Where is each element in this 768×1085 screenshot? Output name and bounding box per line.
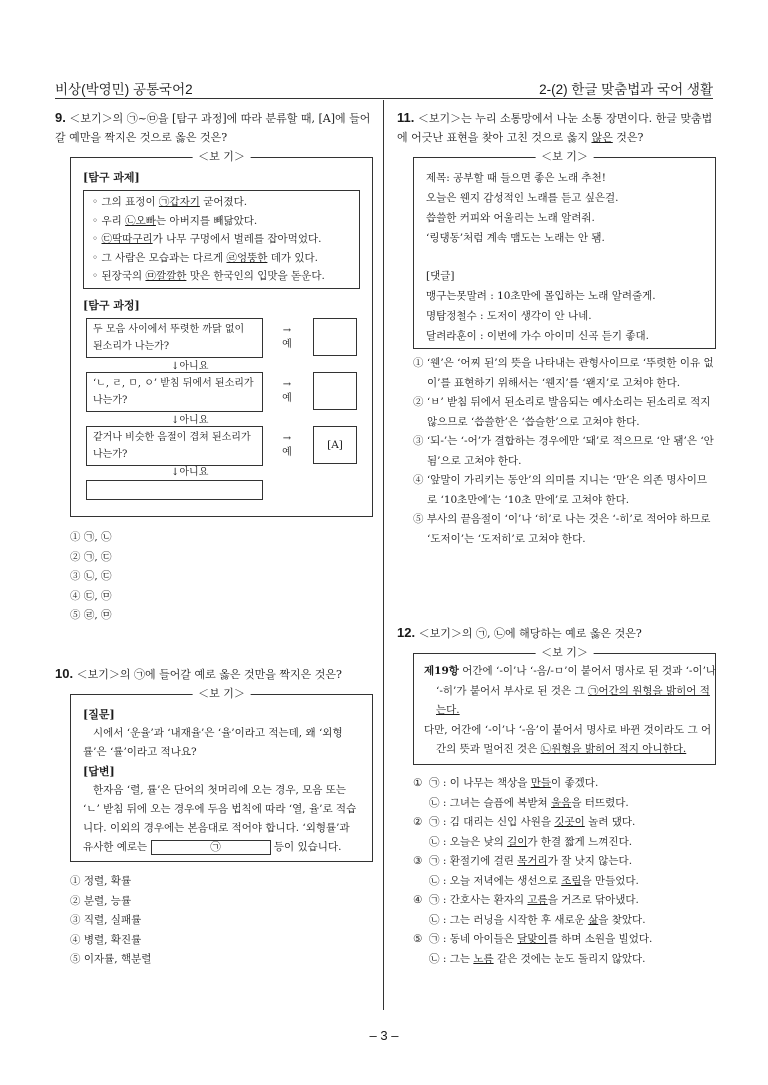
q12-rule-underline-1: ㉠어간의 원형을 밝히어 적는다. (436, 684, 710, 716)
q12-option-text: 을 만들었다. (581, 874, 639, 887)
q9-yes-arrow-2: → 예 (282, 379, 292, 404)
q9-yes-arrow-3: → 예 (282, 433, 292, 458)
header-rule (55, 98, 713, 99)
q9-task-item: ◦ 그 사람은 모습과는 다르게 ㉣엉뚱한 데가 있다. (92, 251, 318, 264)
q12-option-text: 을 찾았다. (598, 913, 646, 926)
q12-option-text: 이 좋겠다. (551, 777, 599, 789)
question-11 (397, 108, 715, 147)
q12-option-text: 같은 것에는 눈도 돌리지 않았다. (493, 952, 646, 965)
q11-post-line: 오늘은 웬지 감성적인 노래를 듣고 싶은걸. (426, 192, 619, 204)
q12-option-underlined-word: 만들 (530, 777, 552, 789)
q9-option[interactable]: ③ ㉡, ㉢ (70, 570, 112, 582)
q10-option[interactable]: ① 정렬, 확률 (70, 875, 132, 887)
q9-no-arrow-1: ↓아니요 (171, 361, 209, 372)
q9-option[interactable]: ② ㉠, ㉢ (70, 550, 112, 563)
q12-option (413, 833, 716, 853)
q11-stem (397, 108, 715, 147)
q12-rule-head: 제19항 (424, 665, 459, 677)
q10-stem (55, 664, 373, 684)
q10-stem-text: ＜보기＞의 ㉠에 들어갈 예로 옳은 것만을 짝지은 것은? (76, 668, 342, 681)
q12-number: 12. (397, 625, 416, 640)
question-9 (55, 108, 373, 147)
q9-option[interactable]: ① ㉠, ㉡ (70, 531, 112, 543)
q11-option[interactable]: ⑤ 부사의 끝음절이 ‘이’나 ‘히’로 나는 것은 ‘-히’로 적어야 하므로 ‘도저이’는 ‘도저히’로 고쳐야 한다. (413, 513, 711, 545)
q12-option[interactable] (413, 930, 716, 950)
q12-options (413, 774, 716, 969)
bogi-tag: ＜보 기＞ (192, 686, 251, 702)
q9-result-box-2 (313, 372, 357, 410)
q12-option-underlined-word: 울음 (551, 796, 572, 809)
q12-option-text: 가 잘 낫지 않는다. (547, 855, 633, 867)
bogi-tag: ＜보 기＞ (192, 149, 251, 165)
q9-task-item: ◦ 된장국의 ㉤깔깔한 맛은 한국인의 입맛을 돋운다. (92, 270, 325, 282)
q12-option-text: ㉡ : 그녀는 슬픔에 복받쳐 (429, 796, 552, 809)
q12-option-underlined-word: 고름 (527, 894, 548, 906)
q11-stem-underline: 않은 (591, 131, 613, 144)
q12-option (413, 950, 716, 970)
q9-number: 9. (55, 110, 66, 125)
q10-question-title: [질문] (83, 708, 115, 721)
q12-option (413, 872, 716, 892)
q12-stem (397, 623, 715, 643)
page-number: – 3 – (369, 1028, 399, 1043)
q9-process-title: [탐구 과정] (83, 299, 140, 312)
q12-option-number: ④ (413, 894, 423, 906)
q11-comment: 맹구는못말려 : 10초만에 몰입하는 노래 알려줄게. (426, 290, 656, 302)
q9-no-arrow-3: ↓아니요 (171, 467, 209, 478)
question-10 (55, 664, 373, 684)
q12-rule (424, 662, 720, 760)
q9-options (70, 528, 388, 626)
q9-task-box (83, 190, 360, 289)
header-left: 비상(박영민) 공통국어2 (55, 82, 193, 97)
q12-option (413, 794, 716, 814)
q12-rule-underline-2: ㉡원형을 밝히어 적지 아니한다. (540, 743, 687, 755)
question-12 (397, 623, 715, 643)
q12-option[interactable] (413, 813, 716, 833)
q11-option[interactable]: ③ ‘되-’는 ‘-어’가 결합하는 경우에만 ‘돼’로 적으므로 ‘안 됌’은 ‘안 됨’으로 고쳐야 한다. (413, 435, 714, 467)
q12-option-number: ① (413, 777, 423, 789)
q12-option-text: ㉡ : 오늘 저녁에는 생선으로 (429, 874, 562, 887)
q11-options (413, 354, 716, 549)
q9-flow-step-1: 두 모음 사이에서 뚜렷한 까닭 없이 된소리가 나는가? (86, 318, 263, 358)
q9-stem-text: ＜보기＞의 ㉠~㉤을 [탐구 과정]에 따라 분류할 때, [A]에 들어갈 예만을 짝지은 것으로 옳은 것은? (55, 112, 371, 144)
q9-yes-arrow-1: → 예 (282, 325, 292, 350)
q10-question-text: 시에서 ‘운율’과 ‘내재율’은 ‘율’이라고 적는데, 왜 ‘외형률’은 ‘률’이라고 적나요? (83, 727, 343, 758)
q12-rule-1: 어간에 ‘-이’나 ‘-음/-ㅁ’이 붙어서 명사로 된 것과 ‘-이’나 ‘-히’가 붙어서 부사로 된 것은 그 (436, 665, 717, 697)
q12-option-text: 을 거즈로 닦아냈다. (547, 894, 639, 906)
q10-option[interactable]: ④ 병렬, 확진률 (70, 933, 142, 946)
q9-task-item: ◦ ㉢딱따구리가 나무 구멍에서 벌레를 잡아먹었다. (92, 233, 322, 245)
q9-flow-step-3: 같거나 비슷한 음절이 겹쳐 된소리가 나는가? (86, 426, 263, 466)
q12-option-text: ㉠ : 환절기에 걸린 (429, 855, 518, 867)
q9-final-box (86, 480, 263, 500)
q11-comment-title: [댓글] (426, 270, 455, 282)
q12-option[interactable] (413, 774, 716, 794)
q12-option-underlined-word: 노름 (473, 952, 494, 965)
q10-answer-body: 한자음 ‘렬, 률’은 단어의 첫머리에 오는 경우, 모음 또는 ‘ㄴ’ 받침 뒤에 오는 경우에 두음 법칙에 따라 ‘열, 율’로 적습니다. 이외의 경우에는 본음대로 적어야 합니다. ‘외형률’과 유사한 예로는 (83, 784, 357, 853)
q12-option-underlined-word: 달맞이 (517, 933, 548, 945)
q12-rule-2: 다만, 어간에 ‘-이’나 ‘-음’이 붙어서 명사로 바뀐 것이라도 그 어간의 뜻과 멀어진 것은 (424, 723, 712, 755)
q12-option-number: ③ (413, 855, 423, 867)
q10-answer-end: 등이 있습니다. (273, 841, 342, 853)
q10-blank-box: ㉠ (151, 840, 271, 855)
q11-option[interactable]: ① ‘웬’은 ‘어찌 된’의 뜻을 나타내는 관형사이므로 ‘뚜렷한 이유 없이’를 표현하기 위해서는 ‘웬지’를 ‘왠지’로 고쳐야 한다. (413, 357, 714, 389)
q12-option-text: ㉡ : 그는 (429, 952, 474, 965)
q12-option-text: ㉠ : 간호사는 환자의 (429, 894, 528, 906)
q10-option[interactable]: ⑤ 이자률, 핵분렬 (70, 953, 152, 965)
q12-bogi-box (413, 646, 717, 765)
q10-options (70, 872, 388, 970)
q9-result-box-a: [A] (313, 426, 357, 464)
q11-option[interactable]: ④ ‘앞말이 가리키는 동안’의 의미를 지니는 ‘만’은 의존 명사이므로 ‘10초만에’는 ‘10초 만에’로 고쳐야 한다. (413, 474, 707, 506)
q9-task-item: ◦ 그의 표정이 ㉠갑자기 굳어졌다. (92, 196, 248, 208)
q12-option-underlined-word: 목거리 (517, 855, 548, 867)
q9-result-box-1 (313, 318, 357, 356)
q9-bogi-box (70, 150, 373, 517)
q12-option-number: ② (413, 816, 423, 828)
q11-number: 11. (397, 110, 415, 125)
q12-option-text: ㉡ : 오늘은 낮의 (429, 835, 508, 848)
q12-option-text: ㉠ : 이 나무는 책상을 (429, 777, 531, 789)
q12-option[interactable] (413, 852, 716, 872)
q12-option-underlined-word: 길이 (507, 835, 528, 848)
q9-option[interactable]: ⑤ ㉣, ㉤ (70, 609, 112, 621)
q9-task-title: [탐구 과제] (83, 171, 140, 184)
q12-option-number: ⑤ (413, 933, 423, 945)
q12-option-underlined-word: 삶 (588, 913, 599, 926)
q11-comment: 명탐정철수 : 도저이 생각이 안 나네. (426, 310, 592, 322)
q9-option[interactable]: ④ ㉢, ㉤ (70, 589, 112, 602)
q12-option-text: 를 하며 소원을 빌었다. (547, 933, 653, 945)
q12-stem-text: ＜보기＞의 ㉠, ㉡에 해당하는 예로 옳은 것은? (418, 627, 642, 640)
q11-stem-a: ＜보기＞는 누리 소통망에서 나눈 소통 장면이다. 한글 맞춤법에 어긋난 표현을 찾아 고친 것으로 옳지 (397, 112, 713, 144)
q12-option-underlined-word: 조림 (561, 874, 582, 887)
q10-bogi-box (70, 687, 373, 862)
q9-no-arrow-2: ↓아니요 (171, 415, 209, 426)
q10-option[interactable]: ② 분렬, 능률 (70, 894, 132, 907)
q12-option-text: 놀려 댔다. (584, 816, 636, 828)
q12-option-text: ㉠ : 김 대리는 신입 사원을 (429, 816, 555, 828)
header-right: 2-(2) 한글 맞춤법과 국어 생활 (539, 82, 713, 97)
bogi-tag: ＜보 기＞ (535, 149, 594, 165)
q11-post-line: 씁쓸한 커피와 어울리는 노래 알려줘. (426, 212, 595, 224)
q11-stem-b: 것은? (612, 131, 644, 144)
q12-option-text: ㉡ : 그는 러닝을 시작한 후 새로운 (429, 913, 589, 926)
q10-answer-title: [답변] (83, 765, 115, 778)
q11-post-line: ‘링댕동’처럼 계속 맴도는 노래는 안 됌. (426, 232, 605, 244)
q12-option (413, 911, 716, 931)
q12-option-text: ㉠ : 동네 아이들은 (429, 933, 518, 945)
page-header (55, 78, 713, 98)
q10-answer-text (83, 781, 361, 857)
q9-task-item: ◦ 우리 ㉡오빠는 아버지를 빼닮았다. (92, 214, 258, 227)
q12-option-underlined-word: 깃곳이 (554, 816, 585, 828)
q9-flow-step-2: ‘ㄴ, ㄹ, ㅁ, ㅇ’ 받침 뒤에서 된소리가 나는가? (86, 372, 263, 412)
q10-option[interactable]: ③ 직렬, 실패률 (70, 914, 142, 926)
q11-post-line: 제목: 공부할 때 들으면 좋은 노래 추천! (426, 172, 606, 184)
q12-option-text: 가 한결 짧게 느껴진다. (527, 835, 633, 848)
q12-option[interactable] (413, 891, 716, 911)
q11-comment: 달려라훈이 : 이번에 가수 아이미 신곡 듣기 좋대. (426, 330, 649, 342)
q10-number: 10. (55, 666, 74, 681)
bogi-tag: ＜보 기＞ (535, 645, 594, 661)
q11-option[interactable]: ② ‘ㅂ’ 받침 뒤에서 된소리로 발음되는 예사소리는 된소리로 적지 않으므로 ‘씁쓸한’은 ‘씁슬한’으로 고쳐야 한다. (413, 396, 711, 428)
q9-stem (55, 108, 373, 147)
q12-option-text: 을 터뜨렸다. (571, 796, 629, 809)
q11-bogi-box (413, 150, 716, 349)
